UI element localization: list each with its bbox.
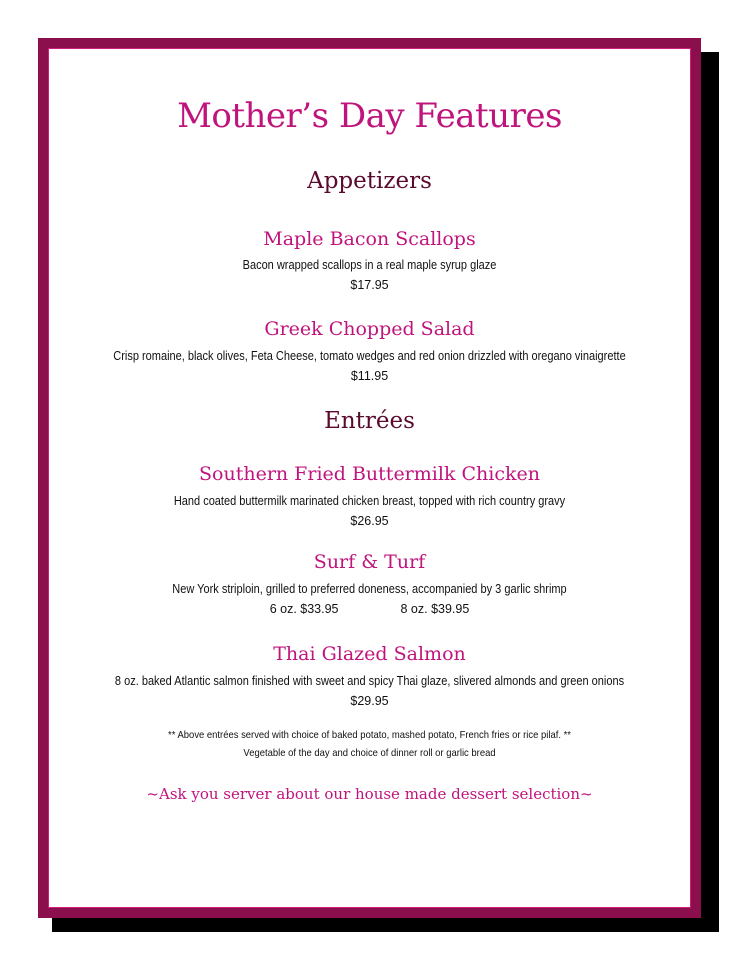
menu-frame xyxy=(38,38,701,918)
item-name-thai-glazed-salmon: Thai Glazed Salmon xyxy=(273,643,466,665)
item-name-surf-and-turf: Surf & Turf xyxy=(313,551,426,573)
item-prices-surf-and-turf xyxy=(48,602,691,616)
item-description-greek-chopped-salad: Crisp romaine, black olives, Feta Cheese, tomato wedges and red onion drizzled with oregano vinaigrette xyxy=(113,349,626,363)
item-price-thai-glazed-salmon: $29.95 xyxy=(350,694,389,708)
item-price-greek-chopped-salad: $11.95 xyxy=(350,369,389,383)
item-description-southern-fried-buttermilk-chicken: Hand coated buttermilk marinated chicken breast, topped with rich country gravy xyxy=(173,494,566,508)
section-heading-appetizers: Appetizers xyxy=(307,168,432,194)
item-description-thai-glazed-salmon: 8 oz. baked Atlantic salmon finished with sweet and spicy Thai glaze, slivered almonds and green onions xyxy=(114,674,625,688)
section-heading-entrees: Entrées xyxy=(324,408,415,434)
price-option-8oz: 8 oz. $39.95 xyxy=(400,602,470,616)
price-option-6oz: 6 oz. $33.95 xyxy=(269,602,339,616)
sides-note-line-1: ** Above entrées served with choice of baked potato, mashed potato, French fries or rice pilaf. ** xyxy=(168,729,571,741)
item-description-maple-bacon-scallops: Bacon wrapped scallops in a real maple syrup glaze xyxy=(242,258,497,272)
item-description-surf-and-turf: New York striploin, grilled to preferred doneness, accompanied by 3 garlic shrimp xyxy=(172,582,567,596)
item-price-maple-bacon-scallops: $17.95 xyxy=(350,278,389,292)
item-name-greek-chopped-salad: Greek Chopped Salad xyxy=(264,318,475,340)
menu-title: Mother’s Day Features xyxy=(177,96,562,136)
sides-note-line-2: Vegetable of the day and choice of dinner roll or garlic bread xyxy=(243,747,496,759)
item-price-southern-fried-buttermilk-chicken: $26.95 xyxy=(350,514,389,528)
item-name-maple-bacon-scallops: Maple Bacon Scallops xyxy=(263,228,476,250)
item-name-southern-fried-buttermilk-chicken: Southern Fried Buttermilk Chicken xyxy=(199,463,540,485)
dessert-closing-line: ~Ask you server about our house made dessert selection~ xyxy=(146,785,593,803)
